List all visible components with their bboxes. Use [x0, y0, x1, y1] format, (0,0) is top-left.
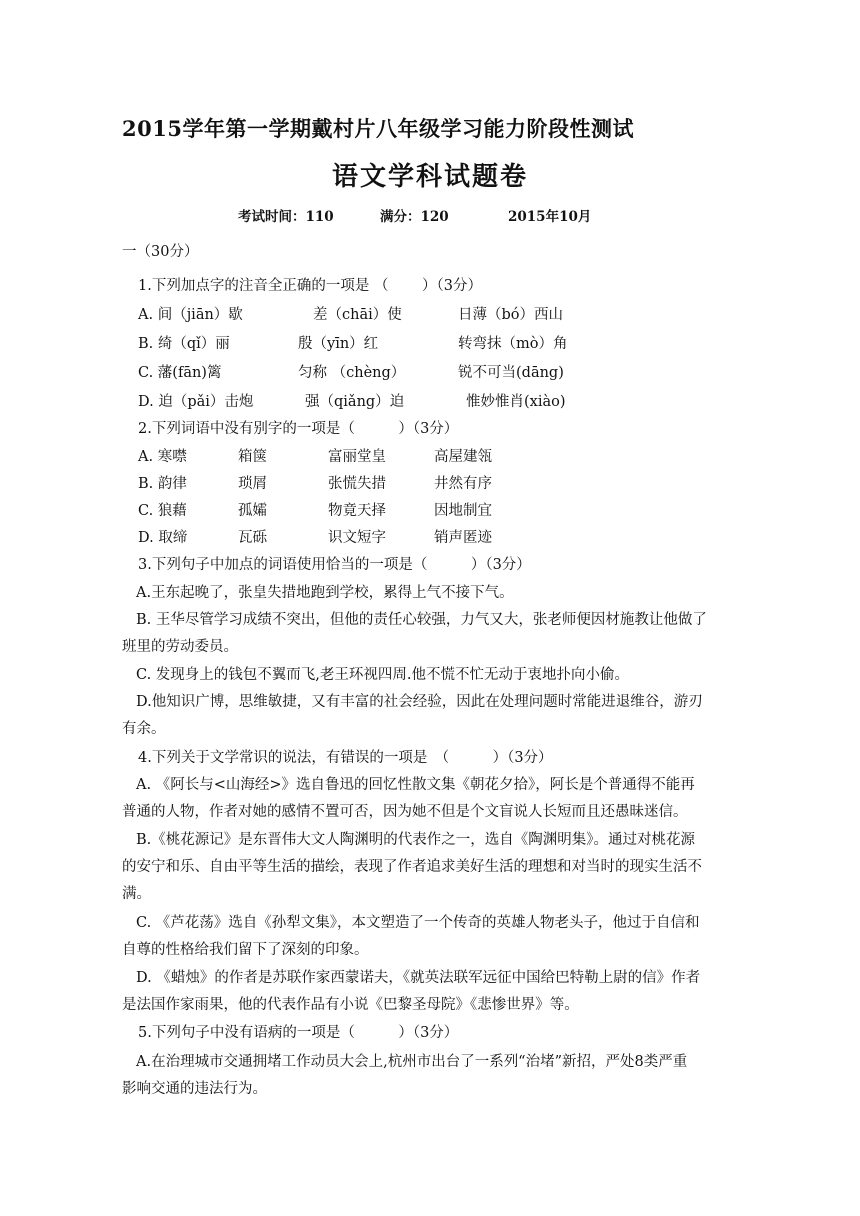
q3-option-b-line1: B. 王华尽管学习成绩不突出，但他的责任心较强，力气又大，张老师便因材施教让他做了 [136, 612, 707, 628]
q1-d-3: 惟妙惟肖(xiào) [466, 394, 566, 410]
q4-option-c-line1: C. 《芦花荡》选自《孙犁文集》，本文塑造了一个传奇的英雄人物老头子，他过于自信和 [136, 915, 700, 931]
q2-c-2: 孤孀 [238, 503, 267, 519]
q1-d-1: D. 迫（pǎi）击炮 [138, 394, 254, 410]
q2-a-4: 高屋建瓴 [434, 449, 492, 465]
q4-option-c-line2: 自尊的性格给我们留下了深刻的印象。 [122, 942, 369, 958]
q5-option-a-line2: 影响交通的违法行为。 [122, 1081, 267, 1097]
q2-c-4: 因地制宜 [434, 503, 492, 519]
section-heading: 一（30分） [122, 244, 199, 260]
exam-score: 满分：120 [380, 209, 449, 225]
exam-title: 2015学年第一学期戴村片八年级学习能力阶段性测试 [122, 116, 634, 141]
q2-d-3: 识文短字 [328, 530, 386, 546]
q4-option-d-line2: 是法国作家雨果，他的代表作品有小说《巴黎圣母院》《悲惨世界》等。 [122, 997, 579, 1013]
q4-option-b-line2: 的安宁和乐、自由平等生活的描绘，表现了作者追求美好生活的理想和对当时的现实生活不 [122, 859, 702, 875]
q1-c-1: C. 藩(fān)篱 [138, 365, 222, 381]
exam-meta [238, 205, 591, 225]
q2-b-1: B. 韵律 [138, 476, 187, 492]
q1-b-1: B. 绮（qǐ）丽 [138, 336, 230, 352]
q2-a-2: 箱箧 [238, 449, 267, 465]
q4-option-a-line1: A. 《阿长与<山海经>》选自鲁迅的回忆性散文集《朝花夕拾》，阿长是个普通得不能再 [136, 777, 695, 793]
q3-option-d-line2: 有余。 [122, 721, 166, 737]
q1-a-2: 差（chāi）使 [313, 307, 402, 323]
q3-stem: 3.下列句子中加点的词语使用恰当的一项是（ ）（3分） [138, 557, 531, 573]
q1-d-2: 强（qiǎng）迫 [305, 394, 405, 410]
q2-b-2: 琐屑 [238, 476, 267, 492]
exam-subtitle: 语文学科试题卷 [331, 162, 528, 192]
q2-d-2: 瓦砾 [238, 530, 267, 546]
q1-c-2: 匀称 （chèng） [298, 365, 406, 381]
exam-time: 考试时间：110 [238, 209, 334, 225]
q1-a-1: A. 间（jiān）歇 [138, 307, 243, 323]
q3-option-a: A.王东起晚了，张皇失措地跑到学校，累得上气不接下气。 [136, 585, 514, 601]
q1-a-3: 日薄（bó）西山 [458, 307, 564, 323]
exam-date: 2015年10月 [508, 209, 592, 225]
q1-b-2: 殷（yīn）红 [298, 336, 379, 352]
q2-a-1: A. 寒噤 [138, 449, 187, 465]
q4-option-d-line1: D. 《蜡烛》的作者是苏联作家西蒙诺夫，《就英法联军远征中国给巴特勒上尉的信》作者 [136, 970, 701, 986]
q2-c-3: 物竟天择 [328, 503, 386, 519]
q2-b-4: 井然有序 [434, 476, 492, 492]
q1-b-3: 转弯抹（mò）角 [458, 336, 568, 352]
q3-option-d-line1: D.他知识广博，思维敏捷，又有丰富的社会经验，因此在处理问题时常能进退维谷，游刃 [136, 694, 703, 710]
q2-a-3: 富丽堂皇 [328, 449, 386, 465]
q3-option-c: C. 发现身上的钱包不翼而飞,老王环视四周.他不慌不忙无动于衷地扑向小偷。 [136, 667, 630, 683]
q4-option-a-line2: 普通的人物，作者对她的感情不置可否，因为她不但是个文盲说人长短而且还愚昧迷信。 [122, 804, 688, 820]
q1-c-3: 锐不可当(dāng) [458, 365, 564, 381]
q3-option-b-line2: 班里的劳动委员。 [122, 639, 238, 655]
q2-c-1: C. 狼藉 [138, 503, 187, 519]
q5-stem: 5.下列句子中没有语病的一项是（ ）（3分） [138, 1025, 459, 1041]
q1-stem: 1.下列加点字的注音全正确的一项是 （ ）（3分） [138, 278, 483, 294]
q2-d-4: 销声匿迹 [434, 530, 492, 546]
q2-d-1: D. 取缔 [138, 530, 188, 546]
q5-option-a-line1: A.在治理城市交通拥堵工作动员大会上,杭州市出台了一系列“治堵”新招，严处8类严重 [136, 1054, 688, 1070]
q2-stem: 2.下列词语中没有别字的一项是（ ）（3分） [138, 421, 459, 437]
q4-option-b-line1: B.《桃花源记》是东晋伟大文人陶渊明的代表作之一，选自《陶渊明集》。通过对桃花源 [136, 832, 696, 848]
q4-option-b-line3: 满。 [122, 886, 151, 902]
q2-b-3: 张慌失措 [328, 476, 386, 492]
q4-stem: 4.下列关于文学常识的说法，有错误的一项是 （ ）（3分） [138, 750, 553, 766]
